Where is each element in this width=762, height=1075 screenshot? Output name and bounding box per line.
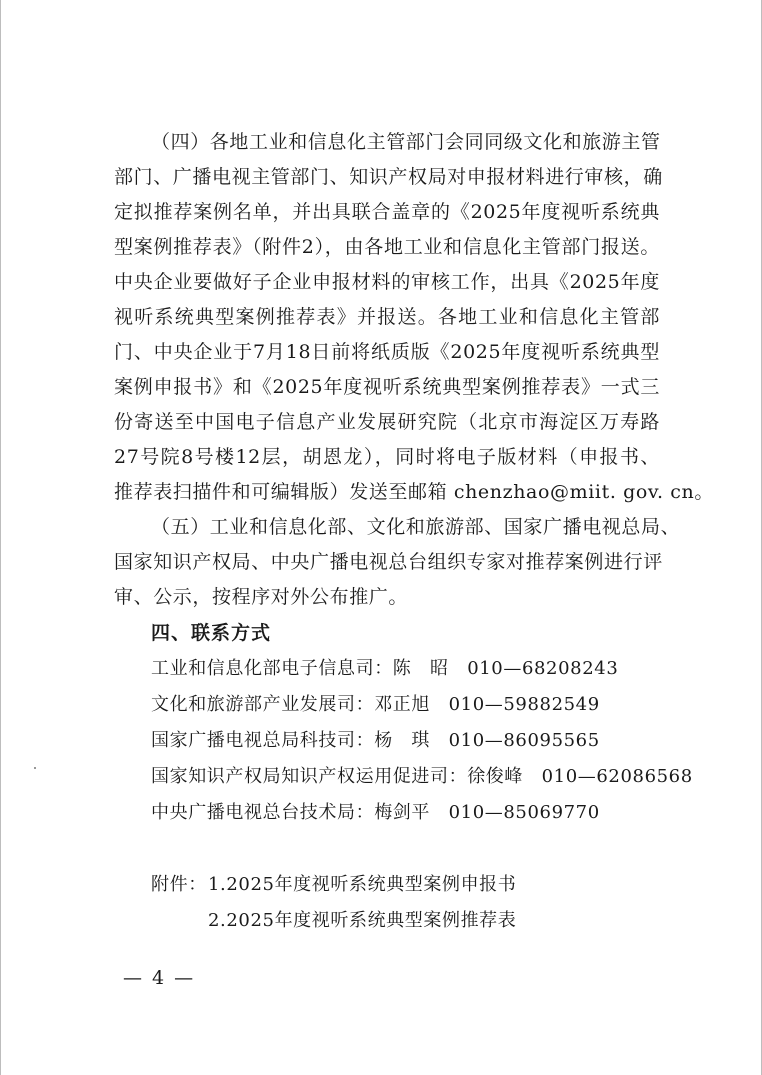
page-number: — 4 —: [123, 967, 196, 989]
paragraph-4-line-5: 中央企业要做好子企业申报材料的审核工作，出具《2025年度: [114, 271, 660, 293]
paragraph-4-line-1: （四）各地工业和信息化主管部门会同同级文化和旅游主管: [151, 131, 661, 153]
contact-line: 文化和旅游部产业发展司：邓正旭 010—59882549: [151, 694, 600, 715]
paragraph-4-line-8: 案例申报书》和《2025年度视听系统典型案例推荐表》一式三: [114, 376, 660, 398]
paragraph-5-line-2: 国家知识产权局、中央广播电视总台组织专家对推荐案例进行评: [114, 551, 663, 573]
paragraph-4-line-3: 定拟推荐案例名单，并出具联合盖章的《2025年度视听系统典: [114, 201, 660, 223]
contact-line: 国家知识产权局知识产权运用促进司：徐俊峰 010—62086568: [151, 766, 693, 787]
section-heading-contacts: 四、联系方式: [151, 622, 272, 644]
paragraph-4-line-2: 部门、广播电视主管部门、知识产权局对申报材料进行审核，确: [114, 166, 663, 188]
paragraph-4-line-7: 门、中央企业于7月18日前将纸质版《2025年度视听系统典型: [114, 341, 660, 363]
paragraph-4-line-4: 型案例推荐表》（附件2），由各地工业和信息化主管部门报送。: [114, 236, 660, 258]
paragraph-4-line-11: 推荐表扫描件和可编辑版）发送至邮箱 chenzhao@miit. gov. cn。: [114, 481, 714, 503]
paragraph-4-line-9: 份寄送至中国电子信息产业发展研究院（北京市海淀区万寿路: [114, 411, 660, 433]
paragraph-4-line-6: 视听系统典型案例推荐表》并报送。各地工业和信息化主管部: [114, 306, 660, 328]
attachment-item: 2.2025年度视听系统典型案例推荐表: [208, 910, 517, 931]
contact-line: 国家广播电视总局科技司：杨 琪 010—86095565: [151, 730, 600, 751]
paragraph-5-line-1: （五）工业和信息化部、文化和旅游部、国家广播电视总局、: [151, 516, 681, 538]
scan-speck: [34, 767, 36, 769]
attachment-item: 1.2025年度视听系统典型案例申报书: [208, 874, 517, 895]
attachments-label: 附件：: [151, 874, 207, 895]
paragraph-5-line-3: 审、公示，按程序对外公布推广。: [114, 586, 409, 608]
paragraph-4-line-10: 27号院8号楼12层，胡恩龙），同时将电子版材料（申报书、: [114, 446, 660, 468]
contact-line: 中央广播电视总台技术局：梅剑平 010—85069770: [151, 802, 600, 823]
contact-line: 工业和信息化部电子信息司：陈 昭 010—68208243: [151, 658, 619, 679]
